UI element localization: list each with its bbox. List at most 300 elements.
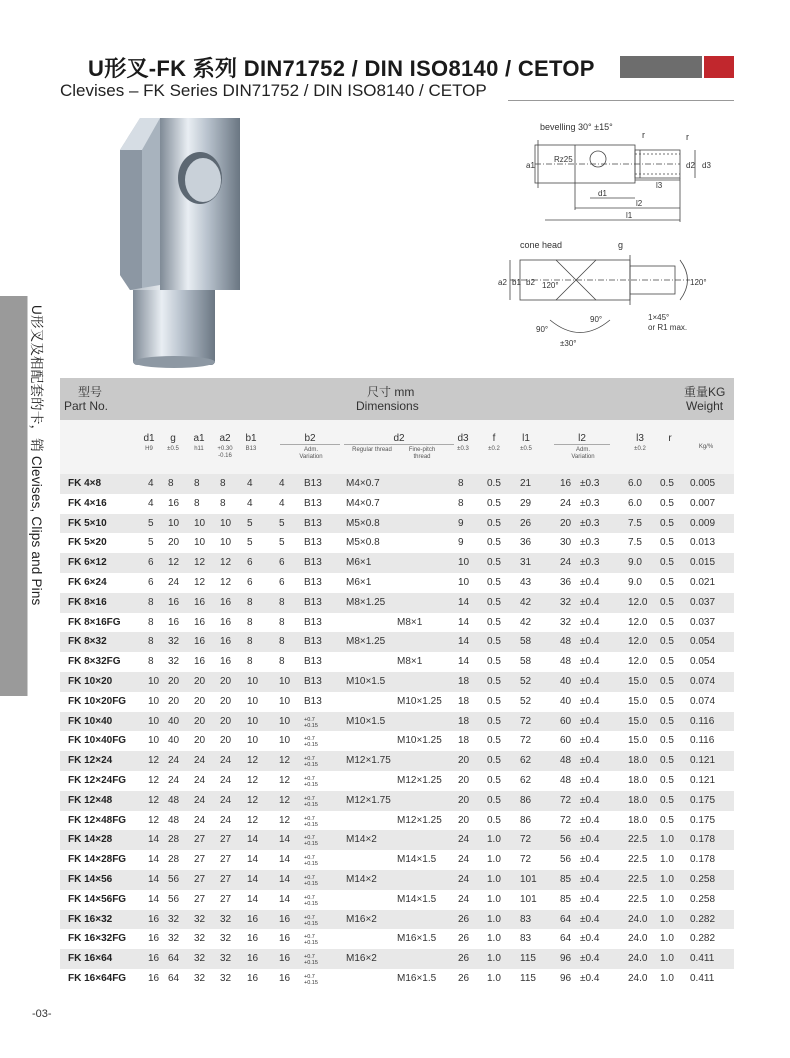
cell-l2: 60: [560, 715, 572, 727]
cell-kg: 0.037: [690, 596, 716, 608]
part-number: FK 12×24FG: [68, 774, 127, 786]
cell-b1: 12: [247, 794, 259, 806]
cell-l2-tol: ±0.4: [580, 953, 600, 965]
cell-b2: 4: [279, 478, 285, 489]
cell-d1: 14: [148, 873, 160, 885]
cell-d1: 16: [148, 933, 160, 945]
part-number: FK 5×20: [68, 537, 107, 549]
col-r: r: [668, 433, 672, 444]
drawing-a2-label: a2: [498, 278, 507, 287]
cell-l2-tol: ±0.3: [580, 537, 600, 549]
cell-b2: 16: [279, 972, 291, 984]
part-number: FK 12×48: [68, 794, 113, 806]
cell-l1: 42: [520, 616, 532, 628]
cell-l2: 60: [560, 735, 572, 747]
cell-l2: 85: [560, 893, 572, 905]
cell-d1: 12: [148, 814, 160, 826]
cell-r: 0.5: [660, 478, 674, 489]
part-number: FK 10×20FG: [68, 695, 127, 707]
cell-b1: 10: [247, 695, 259, 707]
cell-kg: 0.074: [690, 675, 716, 687]
cell-r: 1.0: [660, 953, 674, 965]
cell-l3: 22.5: [628, 854, 648, 866]
cell-f: 0.5: [487, 636, 501, 648]
cell-kg: 0.116: [690, 715, 715, 727]
drawing-a1-label: a1: [526, 161, 535, 170]
col-d1: d1 H9: [143, 433, 155, 452]
cell-l2-tol: ±0.4: [580, 794, 600, 806]
technical-drawing: [490, 110, 730, 360]
cell-f: 0.5: [487, 517, 501, 529]
cell-b2-variation: B13: [304, 517, 322, 529]
cell-a2: 12: [220, 576, 232, 588]
cell-d2-fine: M8×1: [397, 656, 423, 668]
cell-a2: 20: [220, 715, 232, 727]
drawing-rz-label: Rz25: [554, 155, 573, 164]
cell-f: 1.0: [487, 873, 501, 885]
cell-l2: 48: [560, 774, 572, 786]
part-number: FK 14×56FG: [68, 893, 127, 905]
cell-l3: 18.0: [628, 794, 648, 806]
cell-a1: 27: [194, 834, 206, 846]
cell-l2: 40: [560, 675, 572, 687]
side-band: [0, 296, 27, 696]
table-row: [60, 613, 734, 633]
table-row: [60, 910, 734, 930]
cell-d2-regular: M4×0.7: [346, 478, 380, 489]
cell-r: 0.5: [660, 537, 674, 549]
cell-a2: 27: [220, 854, 232, 866]
cell-b2-variation: B13: [304, 616, 322, 628]
cell-a2: 32: [220, 933, 232, 945]
drawing-r-label-2: r: [686, 132, 689, 142]
cell-b2: 16: [279, 933, 291, 945]
cell-b2-variation: B13: [304, 596, 322, 608]
cell-a2: 24: [220, 794, 232, 806]
cell-f: 0.5: [487, 774, 501, 786]
part-number: FK 12×24: [68, 755, 113, 767]
cell-kg: 0.054: [690, 656, 716, 668]
cell-d3: 26: [458, 933, 470, 945]
cell-g: 16: [168, 596, 180, 608]
cell-r: 0.5: [660, 517, 674, 529]
cell-l2-tol: ±0.3: [580, 478, 600, 489]
table-row: [60, 830, 734, 850]
cell-b2-variation: +0.7 +0.15: [304, 795, 318, 808]
cell-kg: 0.258: [690, 873, 716, 885]
cell-a2: 20: [220, 735, 232, 747]
table-row: [60, 969, 734, 989]
cell-g: 28: [168, 854, 180, 866]
cell-kg: 0.013: [690, 537, 716, 549]
cell-d1: 4: [148, 478, 154, 489]
cell-a2: 10: [220, 537, 232, 549]
cell-kg: 0.282: [690, 933, 716, 945]
cell-l2-tol: ±0.3: [580, 497, 600, 509]
cell-b1: 4: [247, 497, 253, 509]
cell-d2-fine: M14×1.5: [397, 854, 437, 866]
col-b2-variation: Adm. Variation: [299, 447, 323, 460]
cell-l1: 62: [520, 755, 532, 767]
cell-b2-variation: +0.7 +0.15: [304, 894, 318, 907]
table-row: [60, 890, 734, 910]
cell-d3: 20: [458, 814, 470, 826]
cell-a2: 32: [220, 913, 232, 925]
cell-b2: 5: [279, 537, 285, 549]
cell-a2: 32: [220, 953, 232, 965]
cell-b2-variation: +0.7 +0.15: [304, 934, 318, 947]
cell-l3: 15.0: [628, 695, 648, 707]
cell-d1: 8: [148, 656, 154, 668]
cell-d3: 24: [458, 893, 470, 905]
cell-l3: 18.0: [628, 755, 648, 767]
cell-d2-fine: M16×1.5: [397, 933, 437, 945]
cell-b2-variation: B13: [304, 656, 322, 668]
table-row: [60, 533, 734, 553]
cell-d2-fine: M16×1.5: [397, 972, 437, 984]
cell-d3: 18: [458, 675, 470, 687]
cell-d3: 26: [458, 972, 470, 984]
cell-d2-fine: M10×1.25: [397, 695, 442, 707]
title-divider: [508, 100, 734, 101]
cell-kg: 0.411: [690, 972, 715, 984]
cell-l1: 115: [520, 972, 536, 984]
cell-b2-variation: +0.7 +0.15: [304, 874, 318, 887]
cell-f: 0.5: [487, 814, 501, 826]
cell-l2-tol: ±0.4: [580, 616, 600, 628]
cell-b2: 12: [279, 814, 291, 826]
column-header-row: [60, 420, 734, 474]
cell-r: 1.0: [660, 972, 674, 984]
cell-l2-tol: ±0.4: [580, 675, 600, 687]
cell-g: 56: [168, 893, 180, 905]
cell-l2-tol: ±0.4: [580, 636, 600, 648]
cell-a2: 24: [220, 755, 232, 767]
cell-b2-variation: B13: [304, 497, 322, 509]
cell-l1: 86: [520, 814, 532, 826]
cell-d3: 8: [458, 497, 464, 509]
cell-r: 0.5: [660, 557, 674, 569]
cell-l3: 9.0: [628, 576, 642, 588]
cell-l1: 115: [520, 953, 536, 965]
cell-l1: 36: [520, 537, 532, 549]
cell-r: 0.5: [660, 497, 674, 509]
cell-l1: 101: [520, 873, 537, 885]
table-row: [60, 593, 734, 613]
cell-d2-regular: M14×2: [346, 834, 377, 846]
cell-d1: 12: [148, 774, 160, 786]
cell-d2-regular: M6×1: [346, 557, 372, 569]
cell-l2: 24: [560, 557, 572, 569]
cell-d2-regular: M10×1.5: [346, 675, 386, 687]
cell-d3: 10: [458, 576, 470, 588]
header-dim-en: Dimensions: [356, 399, 419, 413]
cell-b2-variation: B13: [304, 675, 322, 687]
cell-a2: 20: [220, 695, 232, 707]
cell-d1: 12: [148, 755, 160, 767]
cell-f: 0.5: [487, 715, 501, 727]
cell-d2-regular: M5×0.8: [346, 517, 380, 529]
part-number: FK 16×64: [68, 953, 113, 965]
cell-b1: 12: [247, 755, 259, 767]
cell-g: 8: [168, 478, 174, 489]
cell-l3: 12.0: [628, 656, 648, 668]
cell-b2: 14: [279, 834, 291, 846]
table-row: [60, 553, 734, 573]
cell-a1: 24: [194, 814, 206, 826]
cell-l3: 12.0: [628, 616, 648, 628]
cell-d2-regular: M10×1.5: [346, 715, 386, 727]
cell-l1: 72: [520, 834, 532, 846]
cell-g: 20: [168, 675, 180, 687]
cell-kg: 0.007: [690, 497, 716, 509]
part-number: FK 8×32FG: [68, 656, 121, 668]
cell-r: 1.0: [660, 933, 674, 945]
cell-d3: 9: [458, 537, 464, 549]
cell-f: 0.5: [487, 755, 501, 767]
cell-kg: 0.116: [690, 735, 715, 747]
cell-l2-tol: ±0.4: [580, 695, 600, 707]
cell-l3: 24.0: [628, 933, 648, 945]
cell-l2-tol: ±0.4: [580, 893, 600, 905]
cell-d3: 9: [458, 517, 464, 529]
cell-b1: 14: [247, 834, 259, 846]
part-number: FK 14×28FG: [68, 854, 127, 866]
cell-b2-variation: +0.7 +0.15: [304, 716, 318, 729]
cell-g: 16: [168, 616, 180, 628]
cell-a2: 27: [220, 873, 232, 885]
cell-kg: 0.009: [690, 517, 716, 529]
cell-l2-tol: ±0.4: [580, 715, 600, 727]
cell-b1: 12: [247, 814, 259, 826]
cell-a2: 10: [220, 517, 232, 529]
cell-l2-tol: ±0.4: [580, 854, 600, 866]
cell-a1: 24: [194, 774, 206, 786]
cell-l2: 48: [560, 755, 572, 767]
part-number: FK 10×40: [68, 715, 113, 727]
table-row: [60, 850, 734, 870]
cell-g: 24: [168, 774, 180, 786]
cell-g: 32: [168, 933, 180, 945]
cell-d1: 5: [148, 537, 154, 549]
cell-d2-regular: M12×1.75: [346, 794, 391, 806]
cell-b2: 6: [279, 557, 285, 569]
cell-b2: 10: [279, 735, 291, 747]
part-number: FK 4×16: [68, 497, 107, 509]
cell-l1: 83: [520, 913, 532, 925]
table-row: [60, 870, 734, 890]
table-row: [60, 652, 734, 672]
cell-b1: 16: [247, 913, 259, 925]
cell-l2: 36: [560, 576, 572, 588]
cell-l1: 58: [520, 636, 532, 648]
cell-b1: 6: [247, 557, 253, 569]
cell-b2: 10: [279, 675, 291, 687]
table-row: [60, 692, 734, 712]
cell-l2-tol: ±0.4: [580, 873, 600, 885]
cell-l1: 52: [520, 675, 532, 687]
cell-b2-variation: B13: [304, 636, 322, 648]
cell-a2: 27: [220, 893, 232, 905]
cell-d2-regular: M8×1.25: [346, 596, 386, 608]
cell-l3: 15.0: [628, 675, 648, 687]
table-row: [60, 514, 734, 534]
cell-kg: 0.411: [690, 953, 715, 965]
cell-r: 0.5: [660, 616, 674, 628]
cell-f: 1.0: [487, 854, 501, 866]
cell-f: 1.0: [487, 972, 501, 984]
cell-a2: 27: [220, 834, 232, 846]
cell-l2-tol: ±0.4: [580, 814, 600, 826]
page-subtitle: Clevises – FK Series DIN71752 / DIN ISO8140 / CETOP: [60, 81, 487, 100]
cell-l1: 43: [520, 576, 532, 588]
cell-b1: 8: [247, 596, 253, 608]
cell-d1: 14: [148, 834, 160, 846]
cell-kg: 0.121: [690, 774, 716, 786]
col-a1: a1 h11: [193, 433, 205, 452]
cell-l3: 6.0: [628, 497, 642, 509]
cell-l1: 72: [520, 854, 532, 866]
cell-d2-regular: M16×2: [346, 953, 377, 965]
cell-b2-variation: B13: [304, 557, 322, 569]
cell-l2-tol: ±0.4: [580, 576, 600, 588]
cell-b2: 8: [279, 596, 285, 608]
cell-b1: 5: [247, 537, 253, 549]
cell-a2: 16: [220, 636, 232, 648]
col-l3: l3 ±0.2: [634, 433, 646, 452]
table-row: [60, 791, 734, 811]
cell-a1: 24: [194, 755, 206, 767]
cell-kg: 0.005: [690, 478, 716, 489]
cell-d2-fine: M14×1.5: [397, 893, 437, 905]
cell-kg: 0.054: [690, 636, 716, 648]
cell-l1: 26: [520, 517, 532, 529]
col-d3: d3 ±0.3: [457, 433, 469, 452]
drawing-angle-90: 90°: [590, 315, 603, 324]
cell-f: 0.5: [487, 675, 501, 687]
cell-f: 0.5: [487, 576, 501, 588]
cell-d1: 6: [148, 557, 154, 569]
cell-d3: 26: [458, 913, 470, 925]
cell-l2: 96: [560, 972, 572, 984]
cell-a1: 32: [194, 913, 206, 925]
cell-b2-variation: B13: [304, 478, 322, 489]
cell-b2-variation: +0.7 +0.15: [304, 756, 318, 769]
cell-l2: 20: [560, 517, 572, 529]
cell-b2-variation: +0.7 +0.15: [304, 835, 318, 848]
cell-f: 1.0: [487, 913, 501, 925]
cell-g: 12: [168, 557, 180, 569]
table-row: [60, 771, 734, 791]
cell-f: 0.5: [487, 497, 501, 509]
cell-a1: 24: [194, 794, 206, 806]
cell-b1: 16: [247, 953, 259, 965]
cell-kg: 0.178: [690, 834, 716, 846]
cell-b2: 12: [279, 755, 291, 767]
cell-b1: 16: [247, 933, 259, 945]
cell-f: 1.0: [487, 893, 501, 905]
part-number: FK 4×8: [68, 478, 102, 489]
drawing-angle-120-left: 120°: [542, 281, 559, 290]
cell-a1: 16: [194, 616, 206, 628]
cell-b2-variation: +0.7 +0.15: [304, 914, 318, 927]
cell-l3: 22.5: [628, 893, 648, 905]
cell-l1: 21: [520, 478, 532, 489]
table-row: [60, 632, 734, 652]
header-weight-en: Weight: [686, 399, 724, 413]
cell-a1: 27: [194, 854, 206, 866]
cell-kg: 0.258: [690, 893, 716, 905]
cell-d2-regular: M16×2: [346, 913, 377, 925]
header-weight-cn: 重量KG: [684, 385, 726, 399]
cell-r: 0.5: [660, 814, 674, 826]
cell-b1: 8: [247, 656, 253, 668]
cell-d1: 12: [148, 794, 160, 806]
cell-a1: 27: [194, 873, 206, 885]
title-bar-red: [704, 56, 734, 78]
cell-kg: 0.121: [690, 755, 716, 767]
cell-r: 0.5: [660, 596, 674, 608]
cell-d3: 14: [458, 656, 470, 668]
cell-l2-tol: ±0.4: [580, 972, 600, 984]
drawing-angle-120-right: 120°: [690, 278, 707, 287]
cell-r: 0.5: [660, 576, 674, 588]
col-g: g ±0.5: [167, 433, 179, 452]
cell-g: 32: [168, 913, 180, 925]
drawing-l3-label: l3: [656, 181, 663, 190]
cell-l3: 22.5: [628, 834, 648, 846]
cell-d2-regular: M6×1: [346, 576, 372, 588]
cell-r: 0.5: [660, 656, 674, 668]
table-row: [60, 949, 734, 969]
cell-g: 32: [168, 636, 180, 648]
cell-l2: 85: [560, 873, 572, 885]
cell-l3: 22.5: [628, 873, 648, 885]
drawing-g-label: g: [618, 240, 624, 250]
cell-a2: 16: [220, 596, 232, 608]
parts-table-body: [60, 474, 734, 989]
col-d2-fine: Fine-pitch thread: [408, 447, 436, 460]
cell-a1: 16: [194, 596, 206, 608]
part-number: FK 6×12: [68, 557, 107, 569]
cell-l3: 9.0: [628, 557, 642, 569]
cell-b2-variation: +0.7 +0.15: [304, 973, 318, 986]
drawing-chamfer-alt-label: or R1 max.: [648, 323, 688, 332]
cell-d2-fine: M12×1.25: [397, 814, 442, 826]
col-b2: b2: [280, 432, 340, 445]
cell-d3: 18: [458, 735, 470, 747]
part-number: FK 8×16FG: [68, 616, 121, 628]
cell-l3: 12.0: [628, 636, 648, 648]
cell-l3: 7.5: [628, 537, 642, 549]
cell-b1: 14: [247, 893, 259, 905]
cell-r: 1.0: [660, 834, 674, 846]
cell-l2: 72: [560, 814, 572, 826]
cell-a1: 32: [194, 953, 206, 965]
cell-r: 0.5: [660, 695, 674, 707]
cell-r: 0.5: [660, 755, 674, 767]
cell-l2-tol: ±0.4: [580, 774, 600, 786]
cell-f: 0.5: [487, 656, 501, 668]
cell-g: 64: [168, 972, 180, 984]
col-f: f ±0.2: [488, 433, 500, 452]
cell-d3: 20: [458, 794, 470, 806]
cell-b2: 8: [279, 616, 285, 628]
title-bar-grey: [620, 56, 702, 78]
cell-d1: 6: [148, 576, 154, 588]
cell-kg: 0.175: [690, 794, 716, 806]
cell-r: 1.0: [660, 913, 674, 925]
